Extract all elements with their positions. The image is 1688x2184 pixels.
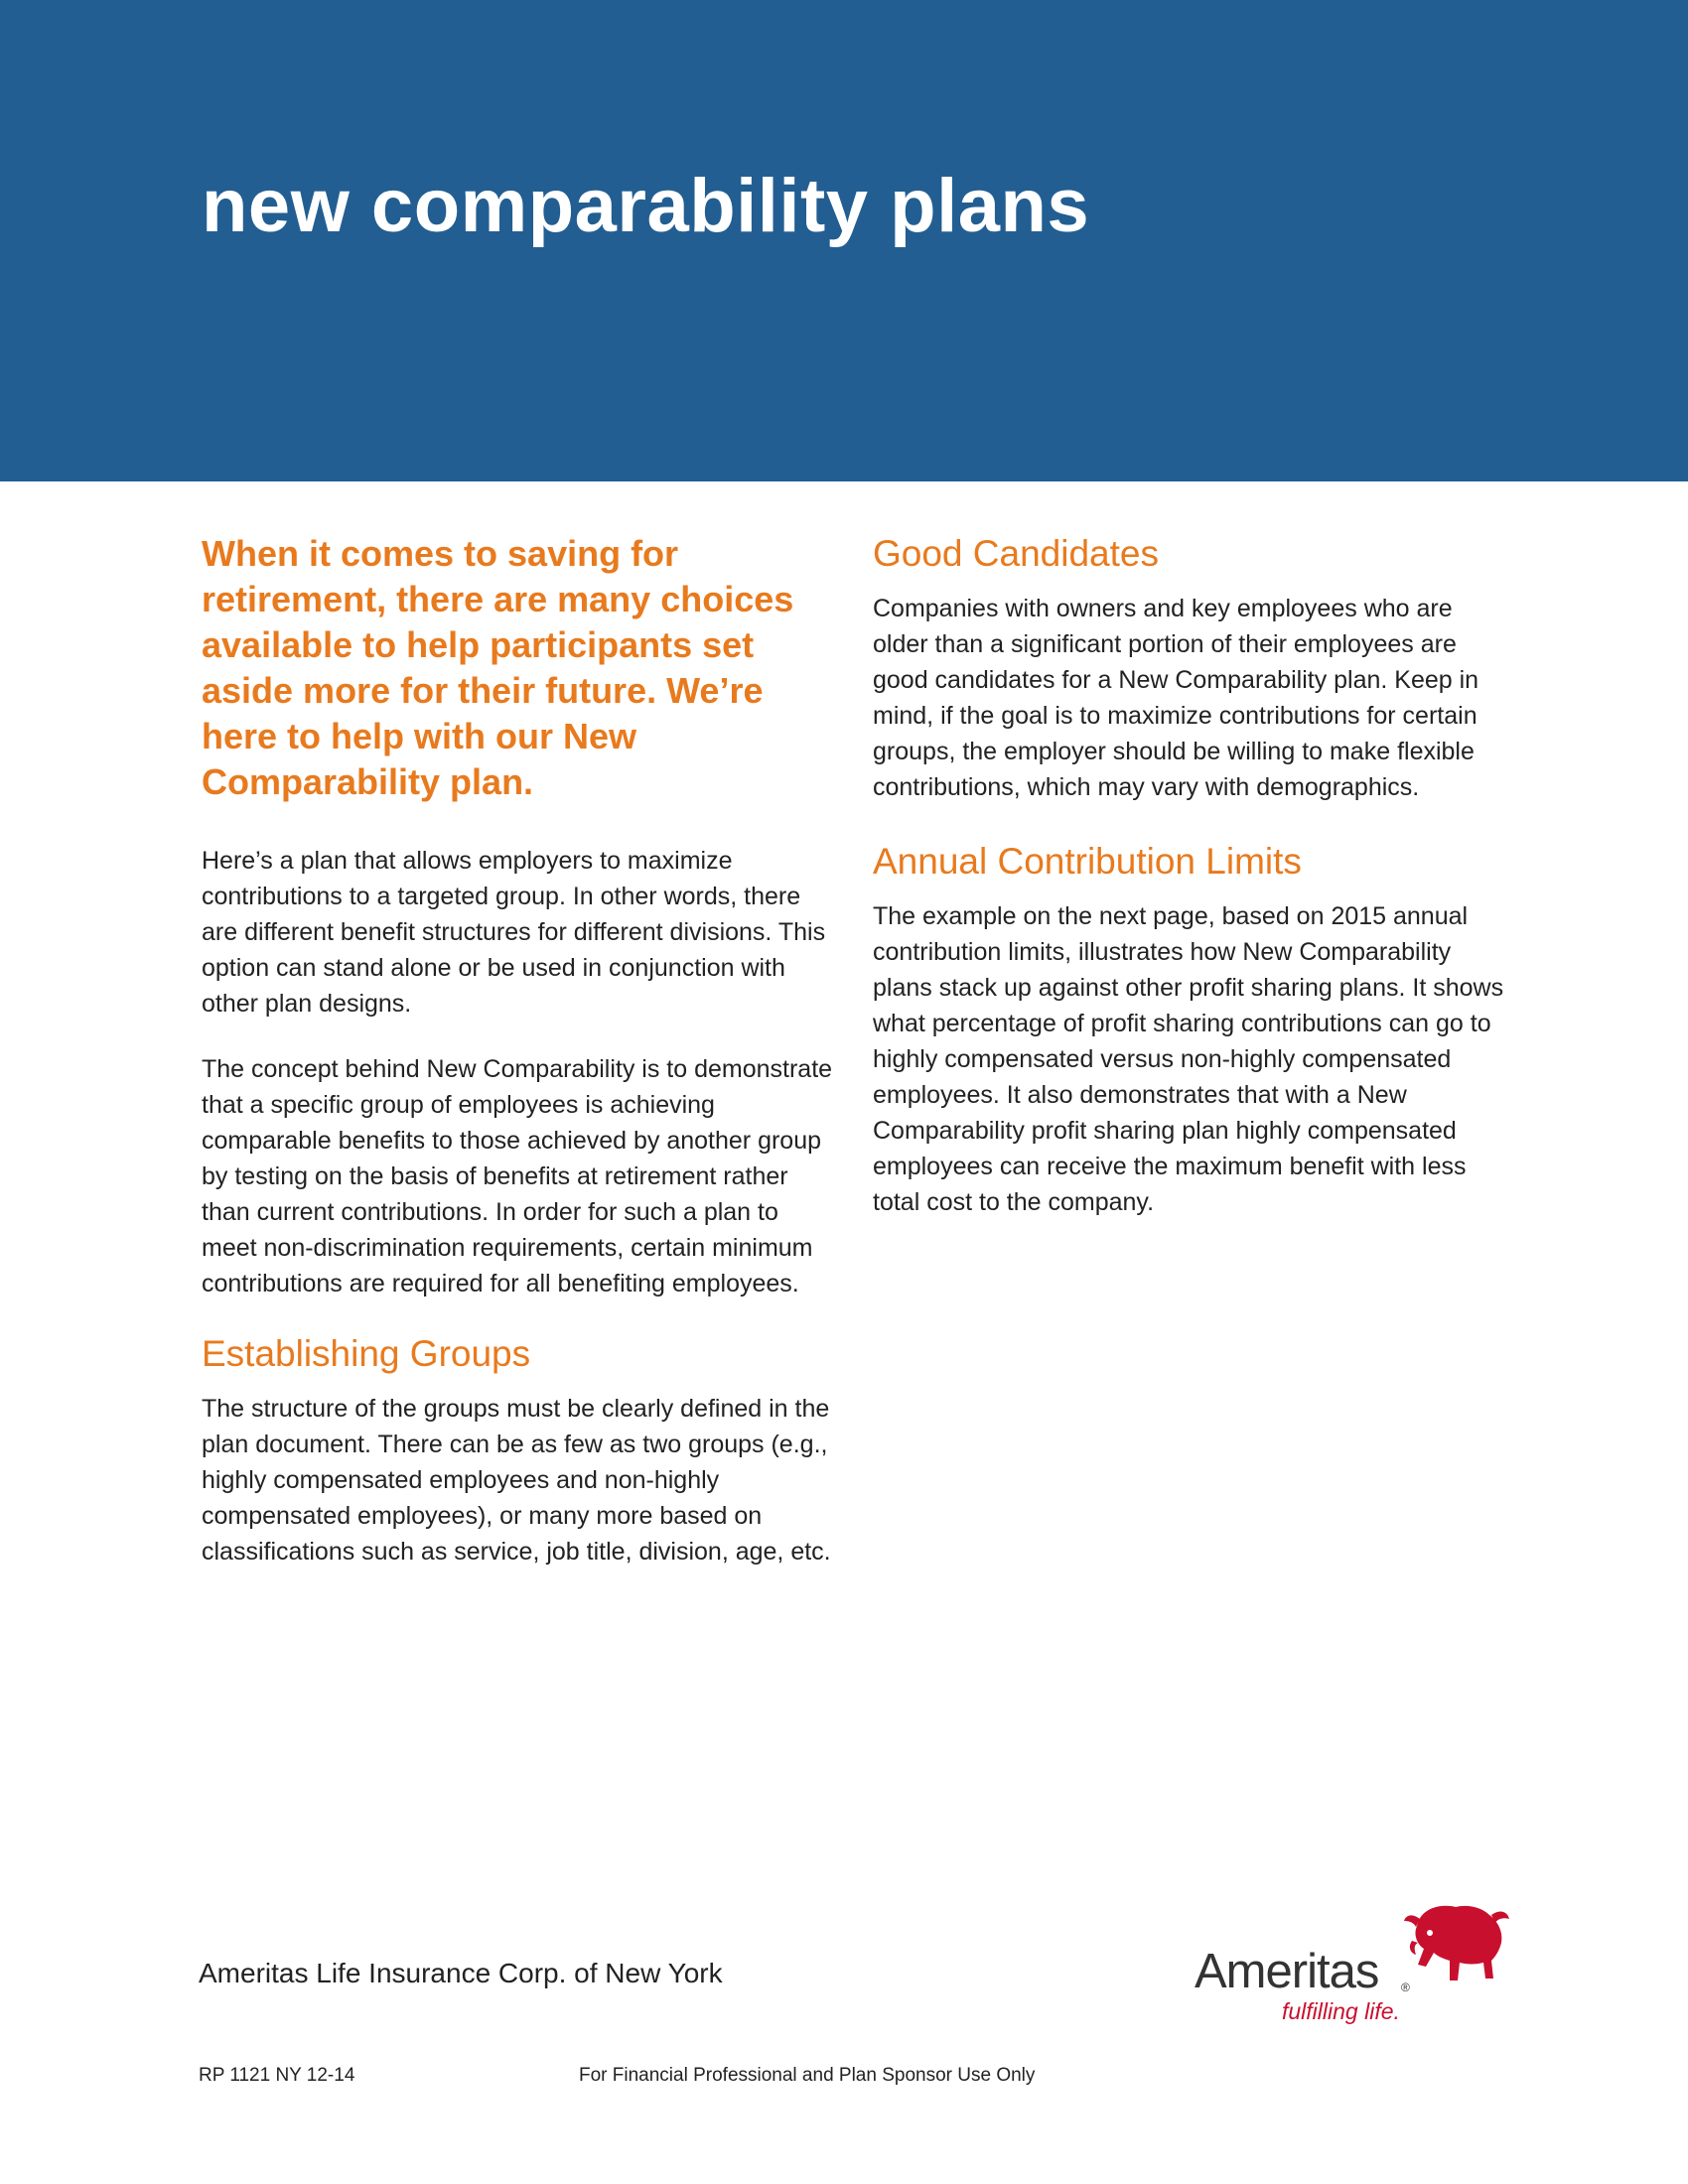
section-body: The example on the next page, based on 2015 annual contribution limits, illustrates how New Comparability plans stack up against other profit sharing plans. It shows what percentage of profit sharing contributions can go to highly compensated versus non-highly compensated employees. It also demonstrates that with a New Comparability profit sharing plan highly compensated employees can receive the maximum benefit with less total cost to the company. (873, 902, 1504, 1216)
usage-notice: For Financial Professional and Plan Sponsor Use Only (579, 2065, 1036, 2086)
section-heading: Good Candidates (873, 533, 1159, 574)
logo-tagline: fulfilling life. (1282, 1998, 1400, 2024)
registered-mark: ® (1401, 1980, 1410, 1994)
logo-wordmark: Ameritas (1195, 1945, 1379, 1998)
ameritas-logo (1187, 1901, 1514, 2030)
paragraph: The concept behind New Comparability is to demonstrate that a specific group of employees is achieving comparable benefits to those achieved by another group by testing on the basis of benefits at retirement rather than current contributions. In order for such a plan to meet non-discrimination requirements, certain minimum contributions are required for all benefiting employees. (202, 1055, 833, 1297)
header-banner (0, 0, 1688, 481)
section-heading: Annual Contribution Limits (873, 841, 1302, 882)
section-body: Companies with owners and key employees who are older than a significant portion of their employees are good candidates for a New Comparability plan. Keep in mind, if the goal is to maximize contributions for certain groups, the employer should be willing to make flexible contributions, which may vary with demographics. (873, 595, 1479, 801)
section-heading: Establishing Groups (202, 1333, 531, 1374)
section-body: The structure of the groups must be clearly defined in the plan document. There can be as few as two groups (e.g., highly compensated employees and non-highly compensated employees), or many more based on classifications such as service, job title, division, age, etc. (202, 1395, 831, 1566)
paragraph: Here’s a plan that allows employers to maximize contributions to a targeted group. In other words, there are different benefit structures for different divisions. This option can stand alone or be used in conjunction with other plan designs. (202, 847, 826, 1018)
page-title: new comparability plans (202, 164, 1090, 248)
bison-icon (1400, 1901, 1511, 1985)
company-name: Ameritas Life Insurance Corp. of New York (199, 1958, 723, 1988)
left-column (202, 531, 837, 1599)
intro-text: When it comes to saving for retirement, there are many choices available to help participants set aside more for their future. We’re here to help with our New Comparability plan. (202, 533, 794, 802)
right-column (873, 531, 1508, 1250)
document-code: RP 1121 NY 12-14 (199, 2065, 355, 2086)
